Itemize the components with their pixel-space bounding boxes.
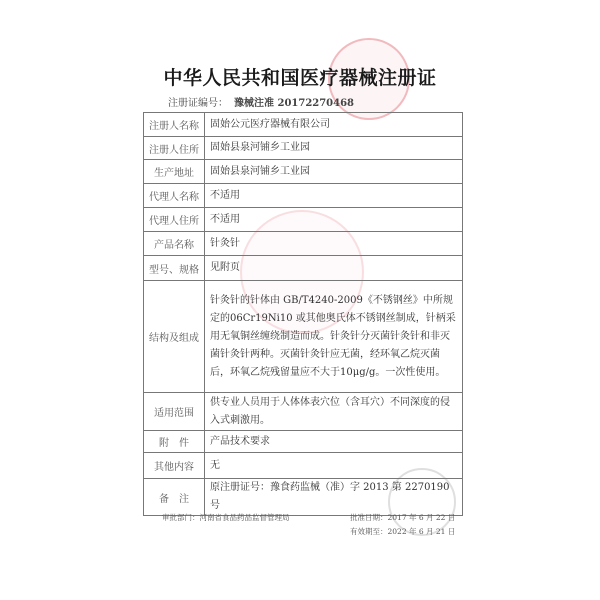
row-value: 针灸针 xyxy=(205,232,463,256)
row-label: 注册人名称 xyxy=(144,113,205,137)
approval-authority: 审批部门：河南省食品药品监督管理局 xyxy=(162,513,290,522)
table-row xyxy=(144,431,463,453)
table-row xyxy=(144,184,463,208)
row-value: 不适用 xyxy=(205,208,463,232)
row-value: 固始县泉河铺乡工业园 xyxy=(205,137,463,160)
document-title: 中华人民共和国医疗器械注册证 xyxy=(163,67,437,89)
certificate-table xyxy=(143,112,463,516)
table-row xyxy=(144,479,463,516)
table-row xyxy=(144,453,463,479)
row-value: 产品技术要求 xyxy=(205,431,463,453)
registration-number xyxy=(168,94,354,109)
registration-value: 豫械注准 20172270468 xyxy=(234,98,355,109)
valid-until: 有效期至：2022 年 6 月 21 日 xyxy=(350,527,456,536)
row-label: 附 件 xyxy=(144,431,205,453)
row-value: 无 xyxy=(205,453,463,479)
row-value: 固始公元医疗器械有限公司 xyxy=(205,113,463,137)
row-label: 备 注 xyxy=(144,479,205,516)
row-label: 型号、规格 xyxy=(144,256,205,281)
row-label: 生产地址 xyxy=(144,160,205,184)
row-label: 代理人住所 xyxy=(144,208,205,232)
table-row xyxy=(144,113,463,137)
row-label: 产品名称 xyxy=(144,232,205,256)
row-label: 代理人名称 xyxy=(144,184,205,208)
row-value: 固始县泉河铺乡工业园 xyxy=(205,160,463,184)
table-row xyxy=(144,160,463,184)
row-value: 供专业人员用于人体体表穴位（含耳穴）不同深度的侵入式刺激用。 xyxy=(205,393,463,431)
table-row xyxy=(144,393,463,431)
table-row xyxy=(144,256,463,281)
approval-date: 批准日期：2017 年 6 月 22 日 xyxy=(350,513,456,522)
row-value: 见附页 xyxy=(205,256,463,281)
row-label: 结构及组成 xyxy=(144,281,205,393)
row-label: 适用范围 xyxy=(144,393,205,431)
row-label: 注册人住所 xyxy=(144,137,205,160)
registration-label: 注册证编号： xyxy=(168,98,228,109)
table-row xyxy=(144,281,463,393)
row-value: 不适用 xyxy=(205,184,463,208)
table-row xyxy=(144,137,463,160)
row-label: 其他内容 xyxy=(144,453,205,479)
table-row xyxy=(144,232,463,256)
row-value: 原注册证号：豫食药监械（准）字 2013 第 2270190 号 xyxy=(205,479,463,516)
row-value: 针灸针的针体由 GB/T4240-2009《不锈钢丝》中所规定的06Cr19Ni10 或其他奥氏体不锈钢丝制成，针柄采用无氧铜丝缠绕制造而成。针灸针分灭菌针灸针和非灭菌针灸针两种。灭菌针灸针应无菌，经环氧乙烷灭菌后，环氧乙烷残留量应不大于10μg/g。一次性使用。 xyxy=(205,281,463,393)
table-row xyxy=(144,208,463,232)
